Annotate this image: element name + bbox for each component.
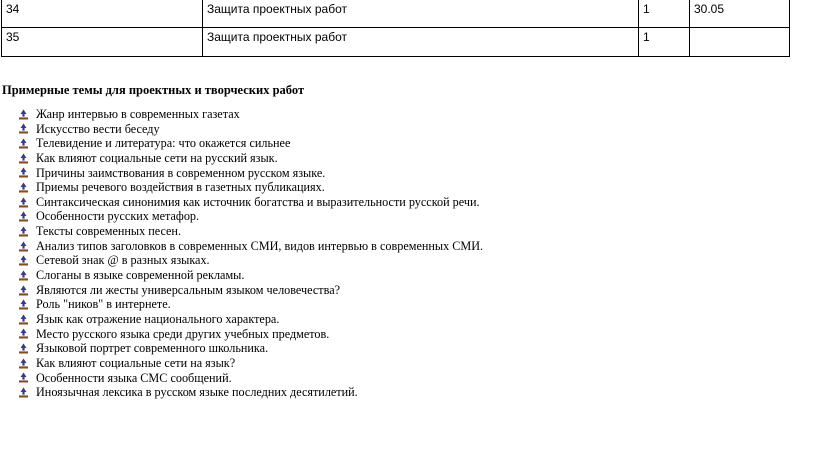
list-item [18,371,483,386]
topic-text: Особенности языка СМС сообщений. [36,370,232,385]
list-item [18,224,483,239]
list-item [18,341,483,356]
bullet-icon [18,299,29,310]
list-item [18,385,483,400]
bullet-icon [18,241,29,252]
topic-text: Приемы речевого воздействия в газетных публикациях. [36,180,325,195]
list-item [18,180,483,195]
bullet-icon [18,123,29,134]
bullet-icon [18,314,29,325]
topic-text: Анализ типов заголовков в современных СМИ, видов интервью в современных СМИ. [36,238,484,253]
topic-text: Жанр интервью в современных газетах [36,107,240,121]
list-item [18,209,483,224]
topic-text: Роль "ников" в интернете. [36,297,171,312]
lesson-hours-cell: 1 [639,28,690,57]
list-item [18,268,483,283]
list-item [18,151,483,166]
list-item [18,297,483,312]
bullet-icon [18,285,29,296]
list-item [18,122,483,137]
bullet-icon [18,387,29,398]
topic-list [18,107,483,400]
topic-text: Являются ли жесты универсальным языком человечества? [36,282,341,297]
bullet-icon [18,211,29,222]
bullet-icon [18,167,29,178]
bullet-icon [18,138,29,149]
topic-text: Язык как отражение национального характера. [36,311,280,326]
list-item [18,136,483,151]
lesson-number-cell: 35 [2,28,203,57]
list-item [18,166,483,181]
lesson-topic-cell: Защита проектных работ [203,0,639,28]
lesson-hours-cell: 1 [639,0,690,28]
bullet-icon [18,328,29,339]
topic-text: Синтаксическая синонимия как источник богатства и выразительности русской речи. [36,194,480,209]
list-item [18,239,483,254]
table-row [2,28,790,57]
topic-text: Слоганы в языке современной рекламы. [36,268,245,283]
topic-text: Языковой портрет современного школьника. [36,341,269,356]
bullet-icon [18,372,29,383]
topic-text: Особенности русских метафор. [36,209,200,224]
topic-text: Как влияют социальные сети на русский язык. [36,150,278,165]
section-title: Примерные темы для проектных и творческих работ [2,83,305,97]
bullet-icon [18,109,29,120]
topic-text: Причины заимствования в современном русском языке. [36,165,326,180]
table-row [2,0,790,28]
topic-text: Место русского языка среди других учебных предметов. [36,326,330,341]
topic-text: Телевидение и литература: что окажется сильнее [36,136,291,151]
list-item [18,107,483,122]
bullet-icon [18,270,29,281]
lesson-date-cell [690,28,790,57]
list-item [18,283,483,298]
bullet-icon [18,226,29,237]
lesson-topic-cell: Защита проектных работ [203,28,639,57]
bullet-icon [18,153,29,164]
list-item [18,253,483,268]
bullet-icon [18,343,29,354]
list-item [18,327,483,342]
bullet-icon [18,182,29,193]
topic-text: Иноязычная лексика в русском языке последних десятилетий. [36,385,358,400]
bullet-icon [18,358,29,369]
topic-text: Тексты современных песен. [36,224,182,239]
topic-text: Как влияют социальные сети на язык? [36,355,236,370]
topic-text: Искусство вести беседу [36,121,160,136]
lesson-number-cell: 34 [2,0,203,28]
topic-text: Сетевой знак @ в разных языках. [36,253,210,268]
lesson-schedule-table [1,0,790,57]
bullet-icon [18,255,29,266]
lesson-date-cell: 30.05 [690,0,790,28]
list-item [18,312,483,327]
list-item [18,195,483,210]
list-item [18,356,483,371]
bullet-icon [18,197,29,208]
